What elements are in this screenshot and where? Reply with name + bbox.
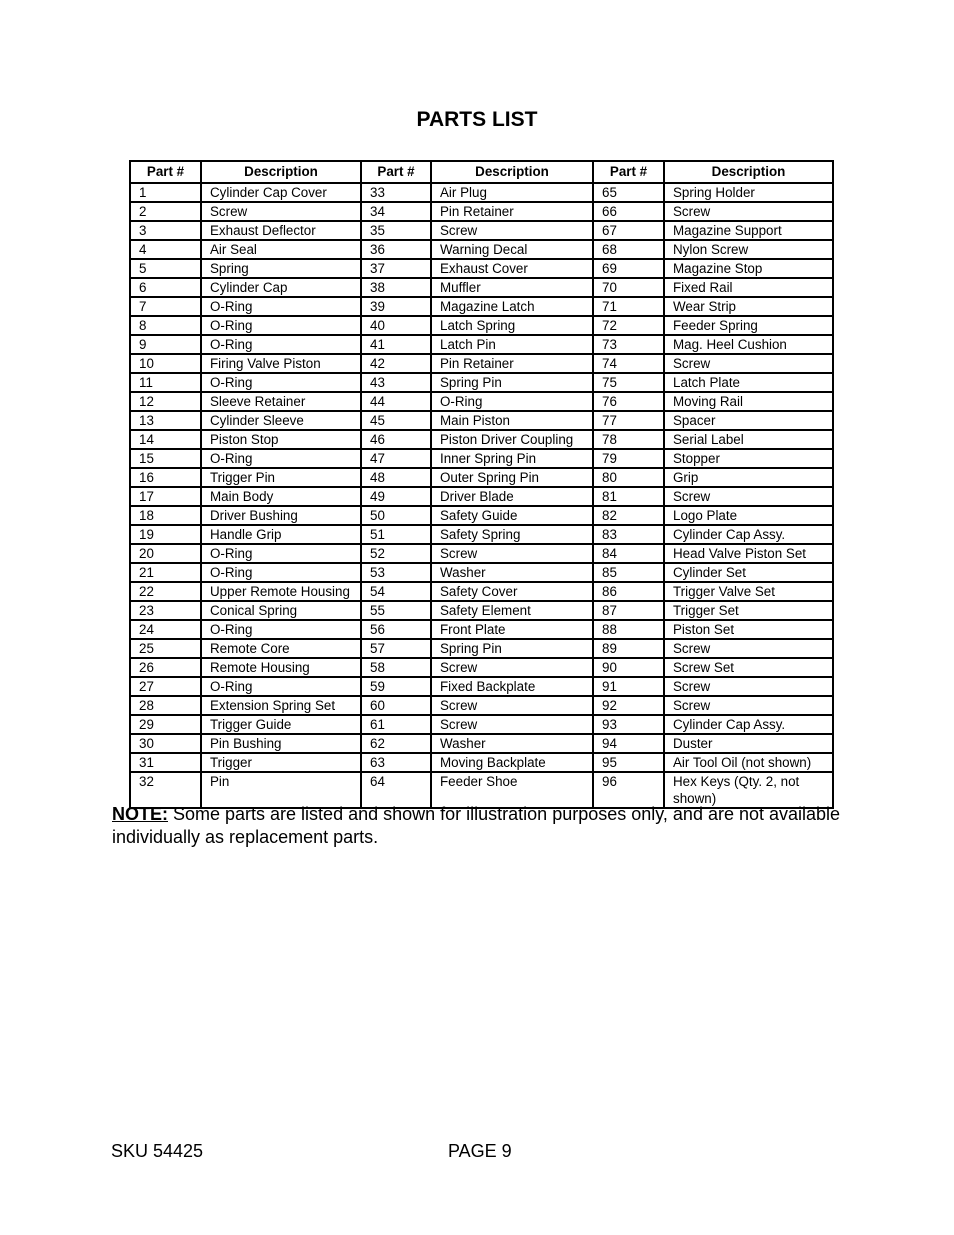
part-number-cell: 47 — [361, 449, 431, 468]
description-cell: Remote Core — [201, 639, 361, 658]
description-cell: Screw — [431, 221, 593, 240]
part-number-cell: 73 — [593, 335, 664, 354]
description-cell: Magazine Latch — [431, 297, 593, 316]
part-number-cell: 38 — [361, 278, 431, 297]
description-cell: Latch Spring — [431, 316, 593, 335]
description-cell: Latch Plate — [664, 373, 833, 392]
part-number-cell: 50 — [361, 506, 431, 525]
table-header-row — [130, 161, 833, 183]
description-cell: Mag. Heel Cushion — [664, 335, 833, 354]
description-cell: Cylinder Cap Assy. — [664, 525, 833, 544]
description-cell: O-Ring — [201, 449, 361, 468]
table-row — [130, 753, 833, 772]
part-number-cell: 61 — [361, 715, 431, 734]
description-cell: Outer Spring Pin — [431, 468, 593, 487]
description-cell: Moving Rail — [664, 392, 833, 411]
description-cell: Handle Grip — [201, 525, 361, 544]
description-cell: Air Seal — [201, 240, 361, 259]
description-cell: Spacer — [664, 411, 833, 430]
part-number-cell: 67 — [593, 221, 664, 240]
part-number-cell: 87 — [593, 601, 664, 620]
part-number-cell: 62 — [361, 734, 431, 753]
part-number-cell: 94 — [593, 734, 664, 753]
part-number-cell: 30 — [130, 734, 201, 753]
part-number-cell: 36 — [361, 240, 431, 259]
description-cell: Muffler — [431, 278, 593, 297]
description-cell: Grip — [664, 468, 833, 487]
description-cell: Piston Driver Coupling — [431, 430, 593, 449]
description-cell: Screw — [431, 658, 593, 677]
table-row — [130, 183, 833, 202]
description-cell: O-Ring — [201, 677, 361, 696]
part-number-cell: 31 — [130, 753, 201, 772]
page-title: PARTS LIST — [416, 108, 538, 131]
part-number-cell: 70 — [593, 278, 664, 297]
description-cell: Front Plate — [431, 620, 593, 639]
part-number-cell: 42 — [361, 354, 431, 373]
part-number-cell: 20 — [130, 544, 201, 563]
part-number-cell: 91 — [593, 677, 664, 696]
part-number-cell: 24 — [130, 620, 201, 639]
part-number-cell: 93 — [593, 715, 664, 734]
part-number-cell: 59 — [361, 677, 431, 696]
note — [112, 803, 852, 849]
part-number-cell: 90 — [593, 658, 664, 677]
description-cell: Screw — [664, 677, 833, 696]
part-number-cell: 28 — [130, 696, 201, 715]
table-row — [130, 430, 833, 449]
description-cell: Spring — [201, 259, 361, 278]
sku-footer: SKU 54425 — [111, 1141, 204, 1161]
description-cell: O-Ring — [201, 335, 361, 354]
table-row — [130, 601, 833, 620]
part-number-cell: 26 — [130, 658, 201, 677]
description-cell: Spring Pin — [431, 373, 593, 392]
part-number-cell: 54 — [361, 582, 431, 601]
description-cell: Pin Retainer — [431, 202, 593, 221]
description-cell: Firing Valve Piston — [201, 354, 361, 373]
part-number-cell: 32 — [130, 772, 201, 808]
part-number-cell: 33 — [361, 183, 431, 202]
page-number: PAGE 9 — [448, 1141, 512, 1161]
part-number-cell: 96 — [593, 772, 664, 808]
description-cell: Latch Pin — [431, 335, 593, 354]
part-number-cell: 74 — [593, 354, 664, 373]
description-cell: Cylinder Cap Cover — [201, 183, 361, 202]
part-number-cell: 60 — [361, 696, 431, 715]
description-cell: O-Ring — [201, 297, 361, 316]
description-cell: Spring Holder — [664, 183, 833, 202]
part-number-cell: 25 — [130, 639, 201, 658]
part-number-cell: 68 — [593, 240, 664, 259]
part-number-cell: 35 — [361, 221, 431, 240]
column-header-part-number: Part # — [361, 161, 431, 183]
part-number-cell: 40 — [361, 316, 431, 335]
description-cell: Logo Plate — [664, 506, 833, 525]
part-number-cell: 83 — [593, 525, 664, 544]
description-cell: Driver Blade — [431, 487, 593, 506]
description-cell: Trigger — [201, 753, 361, 772]
part-number-cell: 57 — [361, 639, 431, 658]
part-number-cell: 88 — [593, 620, 664, 639]
description-cell: Air Plug — [431, 183, 593, 202]
description-cell: Wear Strip — [664, 297, 833, 316]
table-row — [130, 658, 833, 677]
description-cell: Exhaust Cover — [431, 259, 593, 278]
part-number-cell: 85 — [593, 563, 664, 582]
table-row — [130, 677, 833, 696]
parts-table — [129, 160, 834, 809]
table-row — [130, 259, 833, 278]
description-cell: Screw — [664, 696, 833, 715]
description-cell: Cylinder Sleeve — [201, 411, 361, 430]
description-cell: Pin — [201, 772, 361, 808]
part-number-cell: 46 — [361, 430, 431, 449]
table-row — [130, 715, 833, 734]
part-number-cell: 3 — [130, 221, 201, 240]
description-cell: Stopper — [664, 449, 833, 468]
description-cell: Screw — [664, 354, 833, 373]
parts-table-body — [130, 183, 833, 808]
part-number-cell: 6 — [130, 278, 201, 297]
description-cell: Screw — [664, 639, 833, 658]
table-row — [130, 468, 833, 487]
table-row — [130, 221, 833, 240]
part-number-cell: 81 — [593, 487, 664, 506]
column-header-part-number: Part # — [593, 161, 664, 183]
table-row — [130, 734, 833, 753]
column-header-part-number: Part # — [130, 161, 201, 183]
description-cell: Cylinder Cap Assy. — [664, 715, 833, 734]
description-cell: Screw — [664, 487, 833, 506]
description-cell: Spring Pin — [431, 639, 593, 658]
table-row — [130, 506, 833, 525]
column-header-description: Description — [201, 161, 361, 183]
part-number-cell: 2 — [130, 202, 201, 221]
description-cell: Feeder Spring — [664, 316, 833, 335]
description-cell: Pin Retainer — [431, 354, 593, 373]
description-cell: Piston Set — [664, 620, 833, 639]
table-row — [130, 278, 833, 297]
part-number-cell: 21 — [130, 563, 201, 582]
part-number-cell: 27 — [130, 677, 201, 696]
description-cell: Trigger Set — [664, 601, 833, 620]
table-row — [130, 297, 833, 316]
description-cell: O-Ring — [201, 563, 361, 582]
description-cell: Serial Label — [664, 430, 833, 449]
column-header-description: Description — [431, 161, 593, 183]
description-cell: Driver Bushing — [201, 506, 361, 525]
part-number-cell: 9 — [130, 335, 201, 354]
part-number-cell: 80 — [593, 468, 664, 487]
part-number-cell: 64 — [361, 772, 431, 808]
part-number-cell: 51 — [361, 525, 431, 544]
note-text: Some parts are listed and shown for illustration purposes only, and are not available individually as replacement parts. — [112, 804, 841, 847]
part-number-cell: 72 — [593, 316, 664, 335]
description-cell: Main Piston — [431, 411, 593, 430]
description-cell: Moving Backplate — [431, 753, 593, 772]
description-cell: Exhaust Deflector — [201, 221, 361, 240]
part-number-cell: 17 — [130, 487, 201, 506]
part-number-cell: 76 — [593, 392, 664, 411]
part-number-cell: 8 — [130, 316, 201, 335]
part-number-cell: 11 — [130, 373, 201, 392]
description-cell: Fixed Rail — [664, 278, 833, 297]
description-cell: Head Valve Piston Set — [664, 544, 833, 563]
part-number-cell: 43 — [361, 373, 431, 392]
part-number-cell: 86 — [593, 582, 664, 601]
description-cell: Piston Stop — [201, 430, 361, 449]
description-cell: Upper Remote Housing — [201, 582, 361, 601]
description-cell: Screw — [431, 696, 593, 715]
description-cell: Feeder Shoe — [431, 772, 593, 808]
description-cell: O-Ring — [201, 620, 361, 639]
description-cell: O-Ring — [201, 373, 361, 392]
part-number-cell: 16 — [130, 468, 201, 487]
description-cell: Safety Spring — [431, 525, 593, 544]
table-row — [130, 544, 833, 563]
part-number-cell: 39 — [361, 297, 431, 316]
description-cell: Main Body — [201, 487, 361, 506]
part-number-cell: 14 — [130, 430, 201, 449]
part-number-cell: 77 — [593, 411, 664, 430]
part-number-cell: 23 — [130, 601, 201, 620]
table-row — [130, 449, 833, 468]
part-number-cell: 58 — [361, 658, 431, 677]
part-number-cell: 1 — [130, 183, 201, 202]
table-row — [130, 411, 833, 430]
description-cell: Magazine Stop — [664, 259, 833, 278]
description-cell: Conical Spring — [201, 601, 361, 620]
part-number-cell: 19 — [130, 525, 201, 544]
part-number-cell: 65 — [593, 183, 664, 202]
table-row — [130, 373, 833, 392]
part-number-cell: 49 — [361, 487, 431, 506]
part-number-cell: 10 — [130, 354, 201, 373]
description-cell: Extension Spring Set — [201, 696, 361, 715]
description-cell: Warning Decal — [431, 240, 593, 259]
part-number-cell: 78 — [593, 430, 664, 449]
part-number-cell: 34 — [361, 202, 431, 221]
table-row — [130, 563, 833, 582]
description-cell: Washer — [431, 563, 593, 582]
description-cell: Screw Set — [664, 658, 833, 677]
description-cell: Duster — [664, 734, 833, 753]
part-number-cell: 69 — [593, 259, 664, 278]
description-cell: Remote Housing — [201, 658, 361, 677]
part-number-cell: 45 — [361, 411, 431, 430]
description-cell: Screw — [201, 202, 361, 221]
description-cell: O-Ring — [201, 544, 361, 563]
table-row — [130, 620, 833, 639]
part-number-cell: 44 — [361, 392, 431, 411]
part-number-cell: 79 — [593, 449, 664, 468]
description-cell: Trigger Guide — [201, 715, 361, 734]
description-cell: Cylinder Cap — [201, 278, 361, 297]
description-cell: Screw — [431, 715, 593, 734]
part-number-cell: 29 — [130, 715, 201, 734]
description-cell: Magazine Support — [664, 221, 833, 240]
description-cell: Safety Element — [431, 601, 593, 620]
table-row — [130, 354, 833, 373]
part-number-cell: 22 — [130, 582, 201, 601]
table-row — [130, 487, 833, 506]
part-number-cell: 7 — [130, 297, 201, 316]
description-cell: Washer — [431, 734, 593, 753]
table-row — [130, 335, 833, 354]
part-number-cell: 37 — [361, 259, 431, 278]
part-number-cell: 82 — [593, 506, 664, 525]
part-number-cell: 89 — [593, 639, 664, 658]
description-cell: Cylinder Set — [664, 563, 833, 582]
part-number-cell: 63 — [361, 753, 431, 772]
part-number-cell: 75 — [593, 373, 664, 392]
description-cell: O-Ring — [431, 392, 593, 411]
part-number-cell: 41 — [361, 335, 431, 354]
description-cell: Safety Cover — [431, 582, 593, 601]
part-number-cell: 4 — [130, 240, 201, 259]
part-number-cell: 18 — [130, 506, 201, 525]
table-row — [130, 202, 833, 221]
description-cell: Safety Guide — [431, 506, 593, 525]
description-cell: Trigger Pin — [201, 468, 361, 487]
description-cell: Inner Spring Pin — [431, 449, 593, 468]
description-cell: Screw — [664, 202, 833, 221]
part-number-cell: 71 — [593, 297, 664, 316]
description-cell: Hex Keys (Qty. 2, not shown) — [664, 772, 833, 808]
table-row — [130, 696, 833, 715]
part-number-cell: 95 — [593, 753, 664, 772]
part-number-cell: 15 — [130, 449, 201, 468]
part-number-cell: 53 — [361, 563, 431, 582]
description-cell: Screw — [431, 544, 593, 563]
part-number-cell: 56 — [361, 620, 431, 639]
table-row — [130, 639, 833, 658]
description-cell: Sleeve Retainer — [201, 392, 361, 411]
table-row — [130, 316, 833, 335]
part-number-cell: 48 — [361, 468, 431, 487]
table-row — [130, 392, 833, 411]
table-row — [130, 582, 833, 601]
description-cell: Air Tool Oil (not shown) — [664, 753, 833, 772]
part-number-cell: 92 — [593, 696, 664, 715]
part-number-cell: 84 — [593, 544, 664, 563]
part-number-cell: 52 — [361, 544, 431, 563]
part-number-cell: 55 — [361, 601, 431, 620]
description-cell: Pin Bushing — [201, 734, 361, 753]
note-label: NOTE: — [112, 804, 168, 824]
table-row — [130, 525, 833, 544]
description-cell: Nylon Screw — [664, 240, 833, 259]
column-header-description: Description — [664, 161, 833, 183]
description-cell: Trigger Valve Set — [664, 582, 833, 601]
part-number-cell: 66 — [593, 202, 664, 221]
part-number-cell: 12 — [130, 392, 201, 411]
part-number-cell: 13 — [130, 411, 201, 430]
part-number-cell: 5 — [130, 259, 201, 278]
description-cell: Fixed Backplate — [431, 677, 593, 696]
description-cell: O-Ring — [201, 316, 361, 335]
table-row — [130, 240, 833, 259]
